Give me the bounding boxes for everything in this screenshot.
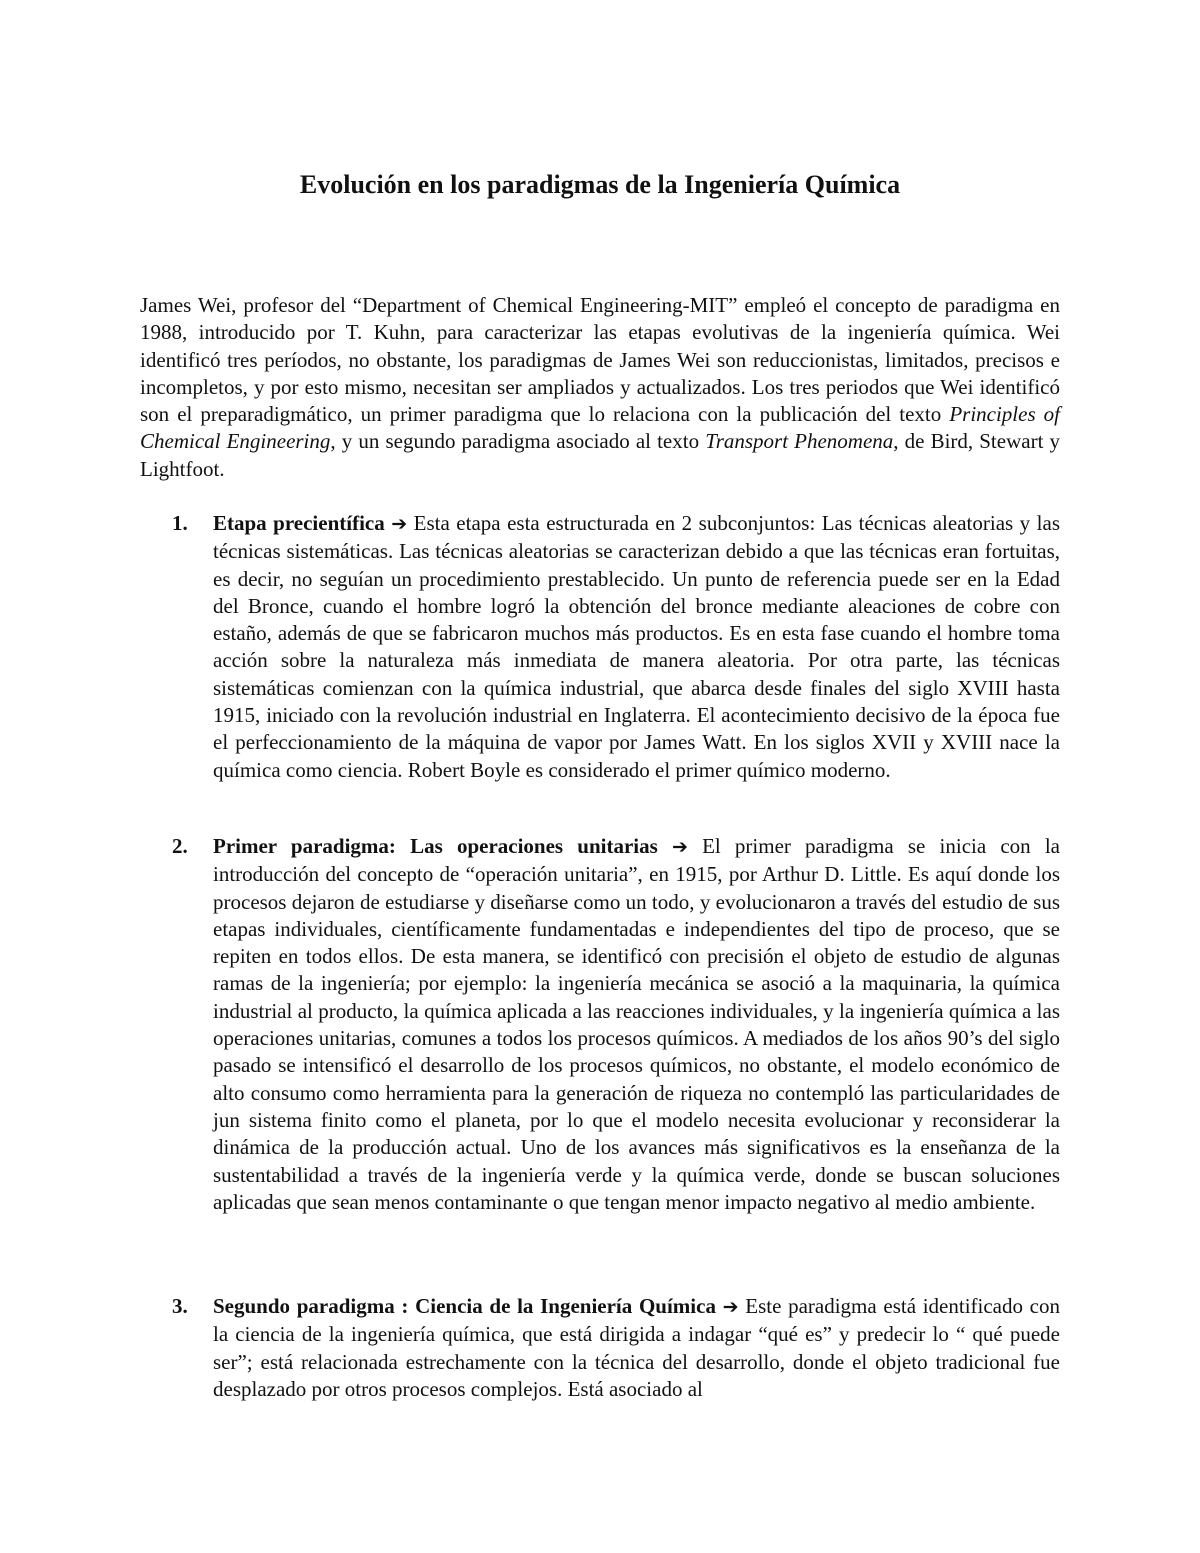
item-heading: Segundo paradigma : Ciencia de la Ingeniería Química [213,1294,716,1318]
book-title-transport: Transport Phenomena [705,429,894,454]
intro-text-part1: James Wei, profesor del “Department of Chemical Engineering-MIT” empleó el concepto de paradigma en 1988, introducido por T. Kuhn, para caracterizar las etapas evolutivas de la ingeniería química. Wei identificó tres períodos, no obstante, los paradigmas de James Wei son reduccionistas, limitados, precisos e incompletos, y por esto mismo, necesitan ser ampliados y actualizados. Los tres periodos que Wei identificó son el preparadigmático, un primer paradigma que lo relaciona con la publicación del texto [140,293,1060,427]
list-item-body [213,1293,1060,1403]
list-item-body [213,833,1060,1216]
item-text: El primer paradigma se inicia con la introducción del concepto de “operación unitaria”, en 1915, por Arthur D. Little. Es aquí donde los procesos dejaron de estudiarse y diseñarse como un todo, y evolucionaron a través del estudio de sus etapas individuales, científicamente fundamentadas e independientes del tipo de proceso, que se repiten en todos ellos. De esta manera, se identificó con precisión el objeto de estudio de algunas ramas de la ingeniería; por ejemplo: la ingeniería mecánica se asoció a la maquinaria, la química industrial al producto, la química aplicada a las reacciones individuales, y la ingeniería química a las operaciones unitarias, comunes a todos los procesos químicos. A mediados de los años 90’s del siglo pasado se intensificó el desarrollo de los procesos químicos, no obstante, el modelo económico de alto consumo como herramienta para la generación de riqueza no contempló las particularidades de jun sistema finito como el planeta, por lo que el modelo necesita evolucionar y reconsiderar la dinámica de la producción actual. Uno de los avances más significativos es la enseñanza de la sustentabilidad a través de la ingeniería verde y la química verde, donde se buscan soluciones aplicadas que sean menos contaminante o que tengan menor impacto negativo al medio ambiente. [213,834,1060,1214]
item-heading: Primer paradigma: Las operaciones unitarias [213,834,658,858]
book-title-principles: Principles of Chemical Engineering [140,402,1061,454]
arrow-right-icon: ➔ [391,513,408,535]
list-item-body [213,510,1060,784]
list-number: 2. [172,834,188,858]
item-heading: Etapa precientífica [213,511,385,535]
intro-text-part2: , y un segundo paradigma asociado al texto [330,429,706,454]
list-item-etapa-precientifica [172,510,1060,784]
list-item-segundo-paradigma [172,1293,1060,1403]
list-number: 1. [172,511,188,535]
page-title: Evolución en los paradigmas de la Ingeniería Química [299,170,901,199]
item-text: Este paradigma está identificado con la ciencia de la ingeniería química, que está dirigida a indagar “qué es” y predecir lo “ qué puede ser”; está relacionada estrechamente con la técnica del desarrollo, donde el objeto tradicional fue desplazado por otros procesos complejos. Está asociado al [213,1294,1061,1401]
list-item-primer-paradigma [172,833,1060,1216]
item-text: Esta etapa esta estructurada en 2 subconjuntos: Las técnicas aleatorias y las técnicas sistemáticas. Las técnicas aleatorias se caracterizan debido a que las técnicas eran fortuitas, es decir, no seguían un procedimiento prestablecido. Un punto de referencia puede ser en la Edad del Bronce, cuando el hombre logró la obtención del bronce mediante aleaciones de cobre con estaño, además de que se fabricaron muchos más productos. Es en esta fase cuando el hombre toma acción sobre la naturaleza más inmediata de manera aleatoria. Por otra parte, las técnicas sistemáticas comienzan con la química industrial, que abarca desde finales del siglo XVIII hasta 1915, iniciado con la revolución industrial en Inglaterra. El acontecimiento decisivo de la época fue el perfeccionamiento de la máquina de vapor por James Watt. En los siglos XVII y XVIII nace la química como ciencia. Robert Boyle es considerado el primer químico moderno. [213,511,1060,782]
arrow-right-icon: ➔ [671,836,688,858]
arrow-right-icon: ➔ [722,1296,739,1318]
list-number: 3. [172,1294,188,1318]
intro-text-part3: , de Bird, Stewart y Lightfoot. [140,429,1060,481]
intro-paragraph [140,292,1060,483]
